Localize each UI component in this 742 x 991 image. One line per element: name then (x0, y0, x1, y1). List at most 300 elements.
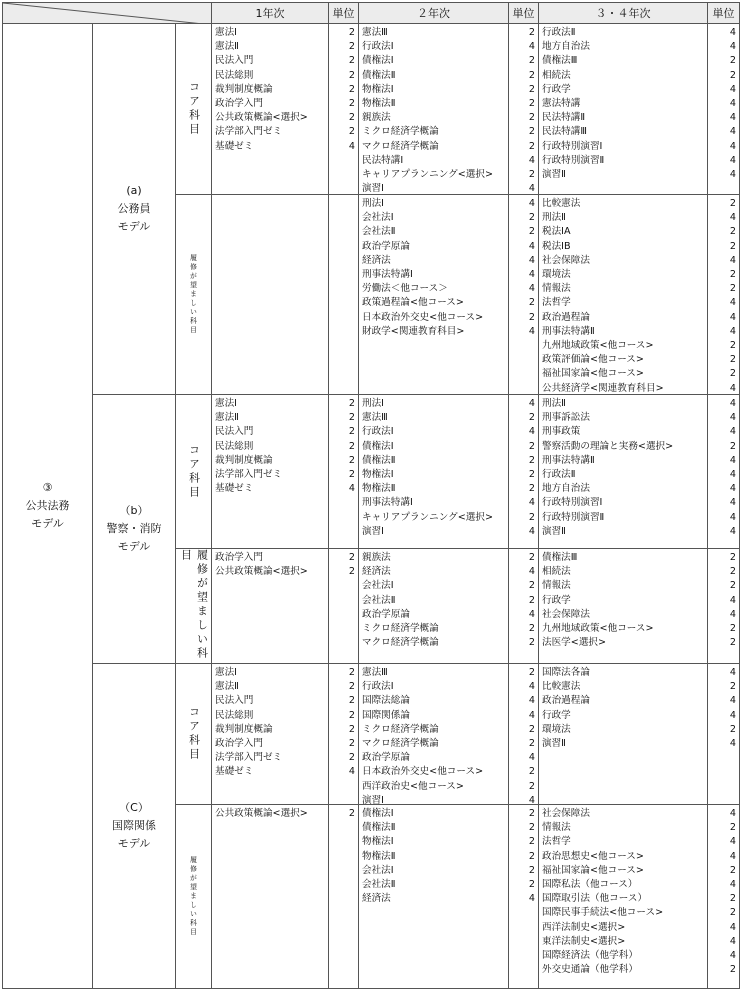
subject-units: 4 (528, 426, 535, 438)
subject-name: 刑法Ⅰ (362, 198, 385, 209)
subject-units: 2 (348, 469, 355, 481)
subject-units: 4 (729, 27, 736, 38)
subject-name: 民法特講Ⅰ (362, 154, 404, 166)
subject-units: 2 (729, 55, 736, 67)
subject-name: 経済法 (362, 254, 391, 266)
subject-units: 4 (729, 935, 736, 947)
group-c-core-y34-subjects (538, 663, 708, 805)
subject-name: 民法総則 (215, 69, 254, 81)
subject-name: 刑事法特講Ⅱ (542, 454, 595, 466)
subject-name: 情報法 (542, 822, 571, 834)
subject-units: 2 (729, 907, 736, 919)
subject-units: 4 (528, 608, 535, 620)
subject-units: 2 (528, 623, 535, 635)
subject-name: 法哲学 (542, 297, 571, 309)
group-b-core-y34-subjects (538, 394, 708, 549)
subject-name: 外交史通論（他学科） (542, 964, 638, 976)
subject-units: 2 (348, 681, 355, 693)
subject-units: 4 (528, 695, 535, 707)
subject-name: 税法ⅠA (542, 226, 571, 238)
subject-units: 4 (729, 667, 736, 678)
subject-name: 法哲学 (542, 836, 571, 848)
subject-units: 2 (528, 55, 535, 67)
subject-name: 西洋政治史<他コース> (362, 780, 464, 792)
subject-units: 2 (528, 27, 535, 38)
subject-name: 親族法 (362, 552, 391, 563)
subject-name: 国際法各論 (542, 667, 590, 678)
subject-units: 2 (348, 112, 355, 124)
subject-units: 4 (729, 41, 736, 53)
subject-units: 2 (348, 426, 355, 438)
subject-name: 国際取引法（他コース） (542, 893, 648, 905)
subject-name: 刑法Ⅱ (542, 212, 566, 224)
subject-units: 2 (528, 822, 535, 834)
subject-name: 財政学<関連教育科目> (362, 325, 465, 337)
subject-name: 政治学入門 (215, 98, 263, 110)
subject-units: 2 (348, 709, 355, 721)
group-b-core-y2-units (508, 394, 539, 549)
subject-units: 2 (729, 354, 736, 366)
subject-units: 2 (348, 98, 355, 110)
subject-units: 4 (528, 198, 535, 209)
subject-units: 2 (528, 69, 535, 81)
subject-name: 国際法総論 (362, 695, 410, 707)
subject-name: 民法入門 (215, 426, 254, 438)
subject-units: 2 (528, 511, 535, 523)
group-c-core-label-cell (175, 663, 212, 805)
model-number: ③ (42, 481, 53, 494)
header-unit34: 単位 (707, 2, 740, 24)
subject-units: 4 (528, 183, 535, 195)
subject-name: 演習Ⅰ (362, 794, 385, 805)
subject-units: 2 (348, 752, 355, 764)
group-a-core-y34-units (707, 23, 740, 195)
subject-name: 債権法Ⅰ (362, 440, 394, 452)
group-b-core-y1-subjects (211, 394, 329, 549)
subject-units: 4 (729, 921, 736, 933)
subject-units: 4 (729, 709, 736, 721)
group-b-core-label: コア科目 (187, 443, 201, 500)
subject-units: 2 (348, 566, 355, 578)
subject-units: 4 (729, 511, 736, 523)
subject-units: 2 (528, 879, 535, 891)
subject-name: 行政特別演習Ⅰ (542, 497, 603, 509)
subject-units: 2 (729, 580, 736, 592)
subject-name: 環境法 (542, 723, 571, 735)
subject-units: 2 (528, 126, 535, 138)
subject-name: 物権法Ⅰ (362, 836, 394, 848)
corner-header-cell (2, 2, 212, 24)
subject-name: 債権法Ⅲ (542, 552, 578, 563)
subject-units: 2 (528, 412, 535, 424)
subject-units: 4 (729, 112, 736, 124)
subject-name: 憲法Ⅱ (215, 412, 239, 424)
group-a-core-label: コア科目 (187, 81, 201, 137)
subject-units: 4 (729, 140, 736, 152)
group-c-core-y1-subjects (211, 663, 329, 805)
group-c-rec-y34-subjects (538, 804, 708, 989)
subject-name: 裁判制度概論 (215, 454, 273, 466)
subject-units: 2 (348, 808, 355, 819)
subject-units: 2 (528, 850, 535, 862)
subject-name: 政策過程論<他コース> (362, 297, 464, 309)
subject-name: 基礎ゼミ (215, 140, 254, 152)
subject-units: 2 (348, 69, 355, 81)
group-a-label-cell (92, 23, 176, 395)
group-a-rec-label: 履修が望ましい科目 (189, 254, 198, 335)
subject-name: 民法総則 (215, 709, 254, 721)
subject-name: 環境法 (542, 269, 571, 281)
subject-units: 2 (528, 311, 535, 323)
subject-name: 相続法 (542, 566, 571, 578)
subject-name: 政治学入門 (215, 738, 263, 750)
subject-name: 行政特別演習Ⅱ (542, 154, 605, 166)
subject-name: 債権法Ⅱ (362, 454, 396, 466)
subject-name: 会社法Ⅱ (362, 879, 396, 891)
group-a-core-y34-subjects (538, 23, 708, 195)
subject-name: 演習Ⅱ (542, 525, 566, 537)
subject-name: 債権法Ⅲ (542, 55, 578, 67)
subject-name: 相続法 (542, 69, 571, 81)
subject-units: 4 (729, 469, 736, 481)
group-c-rec-y1-subjects (211, 804, 329, 989)
subject-name: 法学部入門ゼミ (215, 469, 283, 481)
subject-name: 国際経済法（他学科） (542, 950, 638, 962)
subject-name: 福祉国家論<他コース> (542, 368, 644, 380)
group-c-core-label: コア科目 (187, 706, 201, 762)
subject-units: 4 (729, 695, 736, 707)
subject-units: 2 (348, 454, 355, 466)
header-year34: ３・４年次 (538, 2, 708, 24)
subject-units: 4 (729, 525, 736, 537)
subject-units: 4 (528, 240, 535, 252)
subject-units: 2 (528, 637, 535, 649)
subject-units: 2 (348, 27, 355, 38)
header-unit1: 単位 (328, 2, 359, 24)
group-a-core-label-cell (175, 23, 212, 195)
subject-name: 物権法Ⅰ (362, 469, 394, 481)
subject-units: 2 (528, 864, 535, 876)
subject-units: 2 (729, 552, 736, 563)
subject-units: 4 (348, 140, 355, 152)
subject-name: 演習Ⅰ (362, 183, 385, 195)
group-a-core-y1-subjects (211, 23, 329, 195)
subject-name: 社会保障法 (542, 608, 590, 620)
subject-units: 2 (348, 126, 355, 138)
subject-name: 憲法Ⅰ (215, 27, 238, 38)
subject-name: 政治学原論 (362, 752, 410, 764)
subject-name: 政治学原論 (362, 608, 410, 620)
subject-units: 2 (729, 964, 736, 976)
subject-name: 行政学 (542, 83, 571, 95)
subject-name: 刑事法特講Ⅰ (362, 269, 413, 281)
subject-units: 4 (729, 325, 736, 337)
subject-name: 福祉国家論<他コース> (542, 864, 644, 876)
subject-units: 2 (528, 469, 535, 481)
subject-units: 2 (528, 440, 535, 452)
subject-name: 法医学<選択> (542, 637, 607, 649)
group-b-label: （b） (119, 504, 149, 517)
header-unit2: 単位 (508, 2, 539, 24)
subject-name: 債権法Ⅱ (362, 69, 396, 81)
subject-units: 2 (528, 723, 535, 735)
subject-name: 政治思想史<他コース> (542, 850, 644, 862)
subject-name: 政治過程論 (542, 311, 590, 323)
subject-units: 4 (729, 850, 736, 862)
group-a-line1: 公務員 (117, 202, 151, 215)
subject-units: 2 (528, 169, 535, 181)
subject-name: 九州地域政策<他コース> (542, 340, 654, 352)
subject-name: 憲法Ⅰ (215, 667, 238, 678)
subject-name: マクロ経済学概論 (362, 140, 439, 152)
subject-units: 4 (528, 497, 535, 509)
subject-name: 刑事法特講Ⅰ (362, 497, 413, 509)
subject-units: 4 (729, 412, 736, 424)
subject-units: 2 (348, 55, 355, 67)
subject-name: 比較憲法 (542, 681, 581, 693)
subject-name: 地方自治法 (542, 483, 590, 495)
subject-name: 税法ⅠB (542, 240, 571, 252)
subject-name: 警察活動の理論と実務<選択> (542, 440, 674, 452)
subject-units: 4 (729, 738, 736, 750)
subject-units: 2 (729, 240, 736, 252)
subject-units: 2 (348, 695, 355, 707)
subject-name: 政治過程論 (542, 695, 590, 707)
subject-units: 2 (348, 83, 355, 95)
subject-units: 2 (729, 566, 736, 578)
subject-units: 4 (729, 297, 736, 309)
subject-name: 経済法 (362, 566, 391, 578)
group-c-rec-y2-subjects (358, 804, 509, 989)
subject-name: 物権法Ⅰ (362, 83, 394, 95)
group-b-label-cell (92, 394, 176, 664)
subject-units: 2 (348, 440, 355, 452)
subject-name: 公共経済学<関連教育科目> (542, 382, 664, 394)
subject-name: 裁判制度概論 (215, 723, 273, 735)
subject-name: 債権法Ⅱ (362, 822, 396, 834)
subject-name: 政治学入門 (215, 552, 263, 563)
group-c-core-y2-subjects (358, 663, 509, 805)
subject-units: 2 (528, 667, 535, 678)
subject-units: 4 (729, 98, 736, 110)
subject-units: 2 (729, 864, 736, 876)
subject-units: 2 (528, 297, 535, 309)
subject-name: 憲法Ⅲ (362, 27, 388, 38)
subject-units: 2 (729, 368, 736, 380)
group-a-core-y1-units (328, 23, 359, 195)
subject-units: 2 (528, 454, 535, 466)
subject-name: 刑事政策 (542, 426, 581, 438)
subject-name: 裁判制度概論 (215, 83, 273, 95)
subject-name: 刑事訴訟法 (542, 412, 590, 424)
group-b-rec-y34-subjects (538, 548, 708, 664)
subject-units: 4 (729, 212, 736, 224)
subject-units: 2 (528, 483, 535, 495)
subject-name: 民法特講Ⅱ (542, 112, 586, 124)
header-year1: 1年次 (211, 2, 329, 24)
group-a-rec-y2-units (508, 194, 539, 395)
subject-units: 4 (348, 766, 355, 778)
subject-name: 会社法Ⅰ (362, 212, 394, 224)
subject-name: 公共政策概論<選択> (215, 112, 308, 124)
subject-name: 日本政治外交史<他コース> (362, 766, 484, 778)
group-b-rec-label-cell (175, 548, 212, 664)
subject-name: キャリアプランニング<選択> (362, 511, 494, 523)
subject-name: マクロ経済学概論 (362, 637, 439, 649)
diagonal-line (3, 3, 213, 25)
subject-name: 会社法Ⅱ (362, 594, 396, 606)
subject-units: 4 (528, 325, 535, 337)
subject-name: 比較憲法 (542, 198, 581, 209)
group-a-rec-y34-units (707, 194, 740, 395)
subject-units: 2 (528, 836, 535, 848)
subject-units: 4 (348, 483, 355, 495)
subject-name: 憲法Ⅰ (215, 398, 238, 409)
subject-units: 2 (528, 766, 535, 778)
subject-units: 2 (729, 226, 736, 238)
subject-units: 4 (729, 454, 736, 466)
subject-units: 2 (729, 637, 736, 649)
group-b-line1: 警察・消防 (106, 522, 162, 535)
group-c-rec-y34-units (707, 804, 740, 989)
subject-units: 2 (348, 738, 355, 750)
group-c-rec-y1-units (328, 804, 359, 989)
group-c-rec-label: 履修が望ましい科目 (189, 856, 198, 937)
group-c-label: （C） (119, 801, 149, 814)
subject-name: 憲法特講 (542, 98, 581, 110)
subject-name: 刑法Ⅱ (542, 398, 566, 409)
subject-units: 2 (528, 780, 535, 792)
subject-units: 2 (348, 552, 355, 563)
subject-units: 4 (729, 83, 736, 95)
subject-name: 憲法Ⅲ (362, 412, 388, 424)
subject-name: 九州地域政策<他コース> (542, 623, 654, 635)
group-b-rec-y2-units (508, 548, 539, 664)
subject-name: 経済法 (362, 893, 391, 905)
subject-units: 4 (729, 608, 736, 620)
subject-name: 物権法Ⅱ (362, 483, 396, 495)
subject-units: 4 (528, 752, 535, 764)
subject-units: 2 (528, 580, 535, 592)
subject-units: 2 (729, 440, 736, 452)
subject-units: 2 (528, 738, 535, 750)
subject-name: 行政法Ⅰ (362, 41, 394, 53)
subject-units: 4 (528, 893, 535, 905)
subject-units: 2 (528, 112, 535, 124)
subject-units: 4 (528, 794, 535, 805)
subject-name: 会社法Ⅰ (362, 864, 394, 876)
group-c-core-y1-units (328, 663, 359, 805)
group-c-rec-y2-units (508, 804, 539, 989)
subject-units: 4 (729, 497, 736, 509)
subject-units: 4 (729, 483, 736, 495)
group-a-label: (a) (126, 184, 142, 197)
subject-units: 4 (528, 283, 535, 295)
subject-units: 2 (729, 340, 736, 352)
subject-name: 演習Ⅱ (542, 169, 566, 181)
subject-units: 4 (729, 398, 736, 409)
subject-name: 行政法Ⅱ (542, 469, 576, 481)
subject-name: 刑法Ⅰ (362, 398, 385, 409)
group-a-rec-y1-subjects (211, 194, 329, 395)
subject-name: マクロ経済学概論 (362, 738, 439, 750)
subject-units: 2 (528, 140, 535, 152)
subject-units: 2 (729, 822, 736, 834)
group-c-core-y34-units (707, 663, 740, 805)
subject-name: 物権法Ⅱ (362, 98, 396, 110)
subject-units: 2 (729, 893, 736, 905)
subject-units: 4 (528, 41, 535, 53)
subject-units: 2 (528, 552, 535, 563)
subject-units: 4 (729, 808, 736, 819)
subject-name: 日本政治外交史<他コース> (362, 311, 484, 323)
subject-name: 地方自治法 (542, 41, 590, 53)
model-line1: 公共法務 (25, 499, 70, 512)
subject-name: 会社法Ⅰ (362, 580, 394, 592)
subject-units: 4 (528, 154, 535, 166)
subject-units: 4 (729, 254, 736, 266)
group-b-core-label-cell (175, 394, 212, 549)
subject-name: 民法入門 (215, 55, 254, 67)
subject-units: 2 (528, 83, 535, 95)
subject-name: 行政特別演習Ⅱ (542, 511, 605, 523)
subject-name: 労働法＜他コース＞ (362, 283, 448, 295)
subject-name: 国際民事手続法<他コース> (542, 907, 664, 919)
subject-name: 民法特講Ⅲ (542, 126, 587, 138)
subject-units: 4 (729, 426, 736, 438)
subject-units: 4 (729, 169, 736, 181)
group-b-line2: モデル (117, 540, 151, 553)
subject-name: 物権法Ⅱ (362, 850, 396, 862)
subject-name: 国際私法（他コース） (542, 879, 638, 891)
group-c-line2: モデル (117, 837, 151, 850)
subject-units: 2 (729, 681, 736, 693)
group-b-rec-y1-subjects (211, 548, 329, 664)
subject-units: 4 (528, 254, 535, 266)
subject-units: 2 (348, 398, 355, 409)
subject-units: 4 (729, 594, 736, 606)
subject-units: 2 (528, 226, 535, 238)
group-b-rec-y34-units (707, 548, 740, 664)
subject-name: 会社法Ⅱ (362, 226, 396, 238)
subject-name: 法学部入門ゼミ (215, 126, 283, 138)
group-c-label-cell (92, 663, 176, 989)
subject-name: 憲法Ⅱ (215, 41, 239, 53)
subject-name: 行政法Ⅰ (362, 426, 394, 438)
subject-name: 国際関係論 (362, 709, 410, 721)
group-a-line2: モデル (117, 220, 151, 233)
subject-name: 民法入門 (215, 695, 254, 707)
subject-units: 4 (729, 154, 736, 166)
subject-units: 4 (528, 709, 535, 721)
subject-units: 4 (729, 836, 736, 848)
subject-units: 4 (528, 525, 535, 537)
subject-name: 基礎ゼミ (215, 766, 254, 778)
subject-units: 2 (528, 808, 535, 819)
group-a-rec-label-cell (175, 194, 212, 395)
subject-name: 東洋法制史<選択> (542, 935, 626, 947)
group-a-rec-y34-subjects (538, 194, 708, 395)
subject-name: 社会保障法 (542, 254, 590, 266)
subject-name: キャリアプランニング<選択> (362, 169, 494, 181)
subject-units: 2 (348, 723, 355, 735)
subject-name: 憲法Ⅲ (362, 667, 388, 678)
group-c-line1: 国際関係 (112, 819, 156, 832)
subject-name: 行政法Ⅰ (362, 681, 394, 693)
subject-units: 2 (729, 69, 736, 81)
subject-name: 公共政策概論<選択> (215, 808, 308, 819)
subject-name: 憲法Ⅱ (215, 681, 239, 693)
